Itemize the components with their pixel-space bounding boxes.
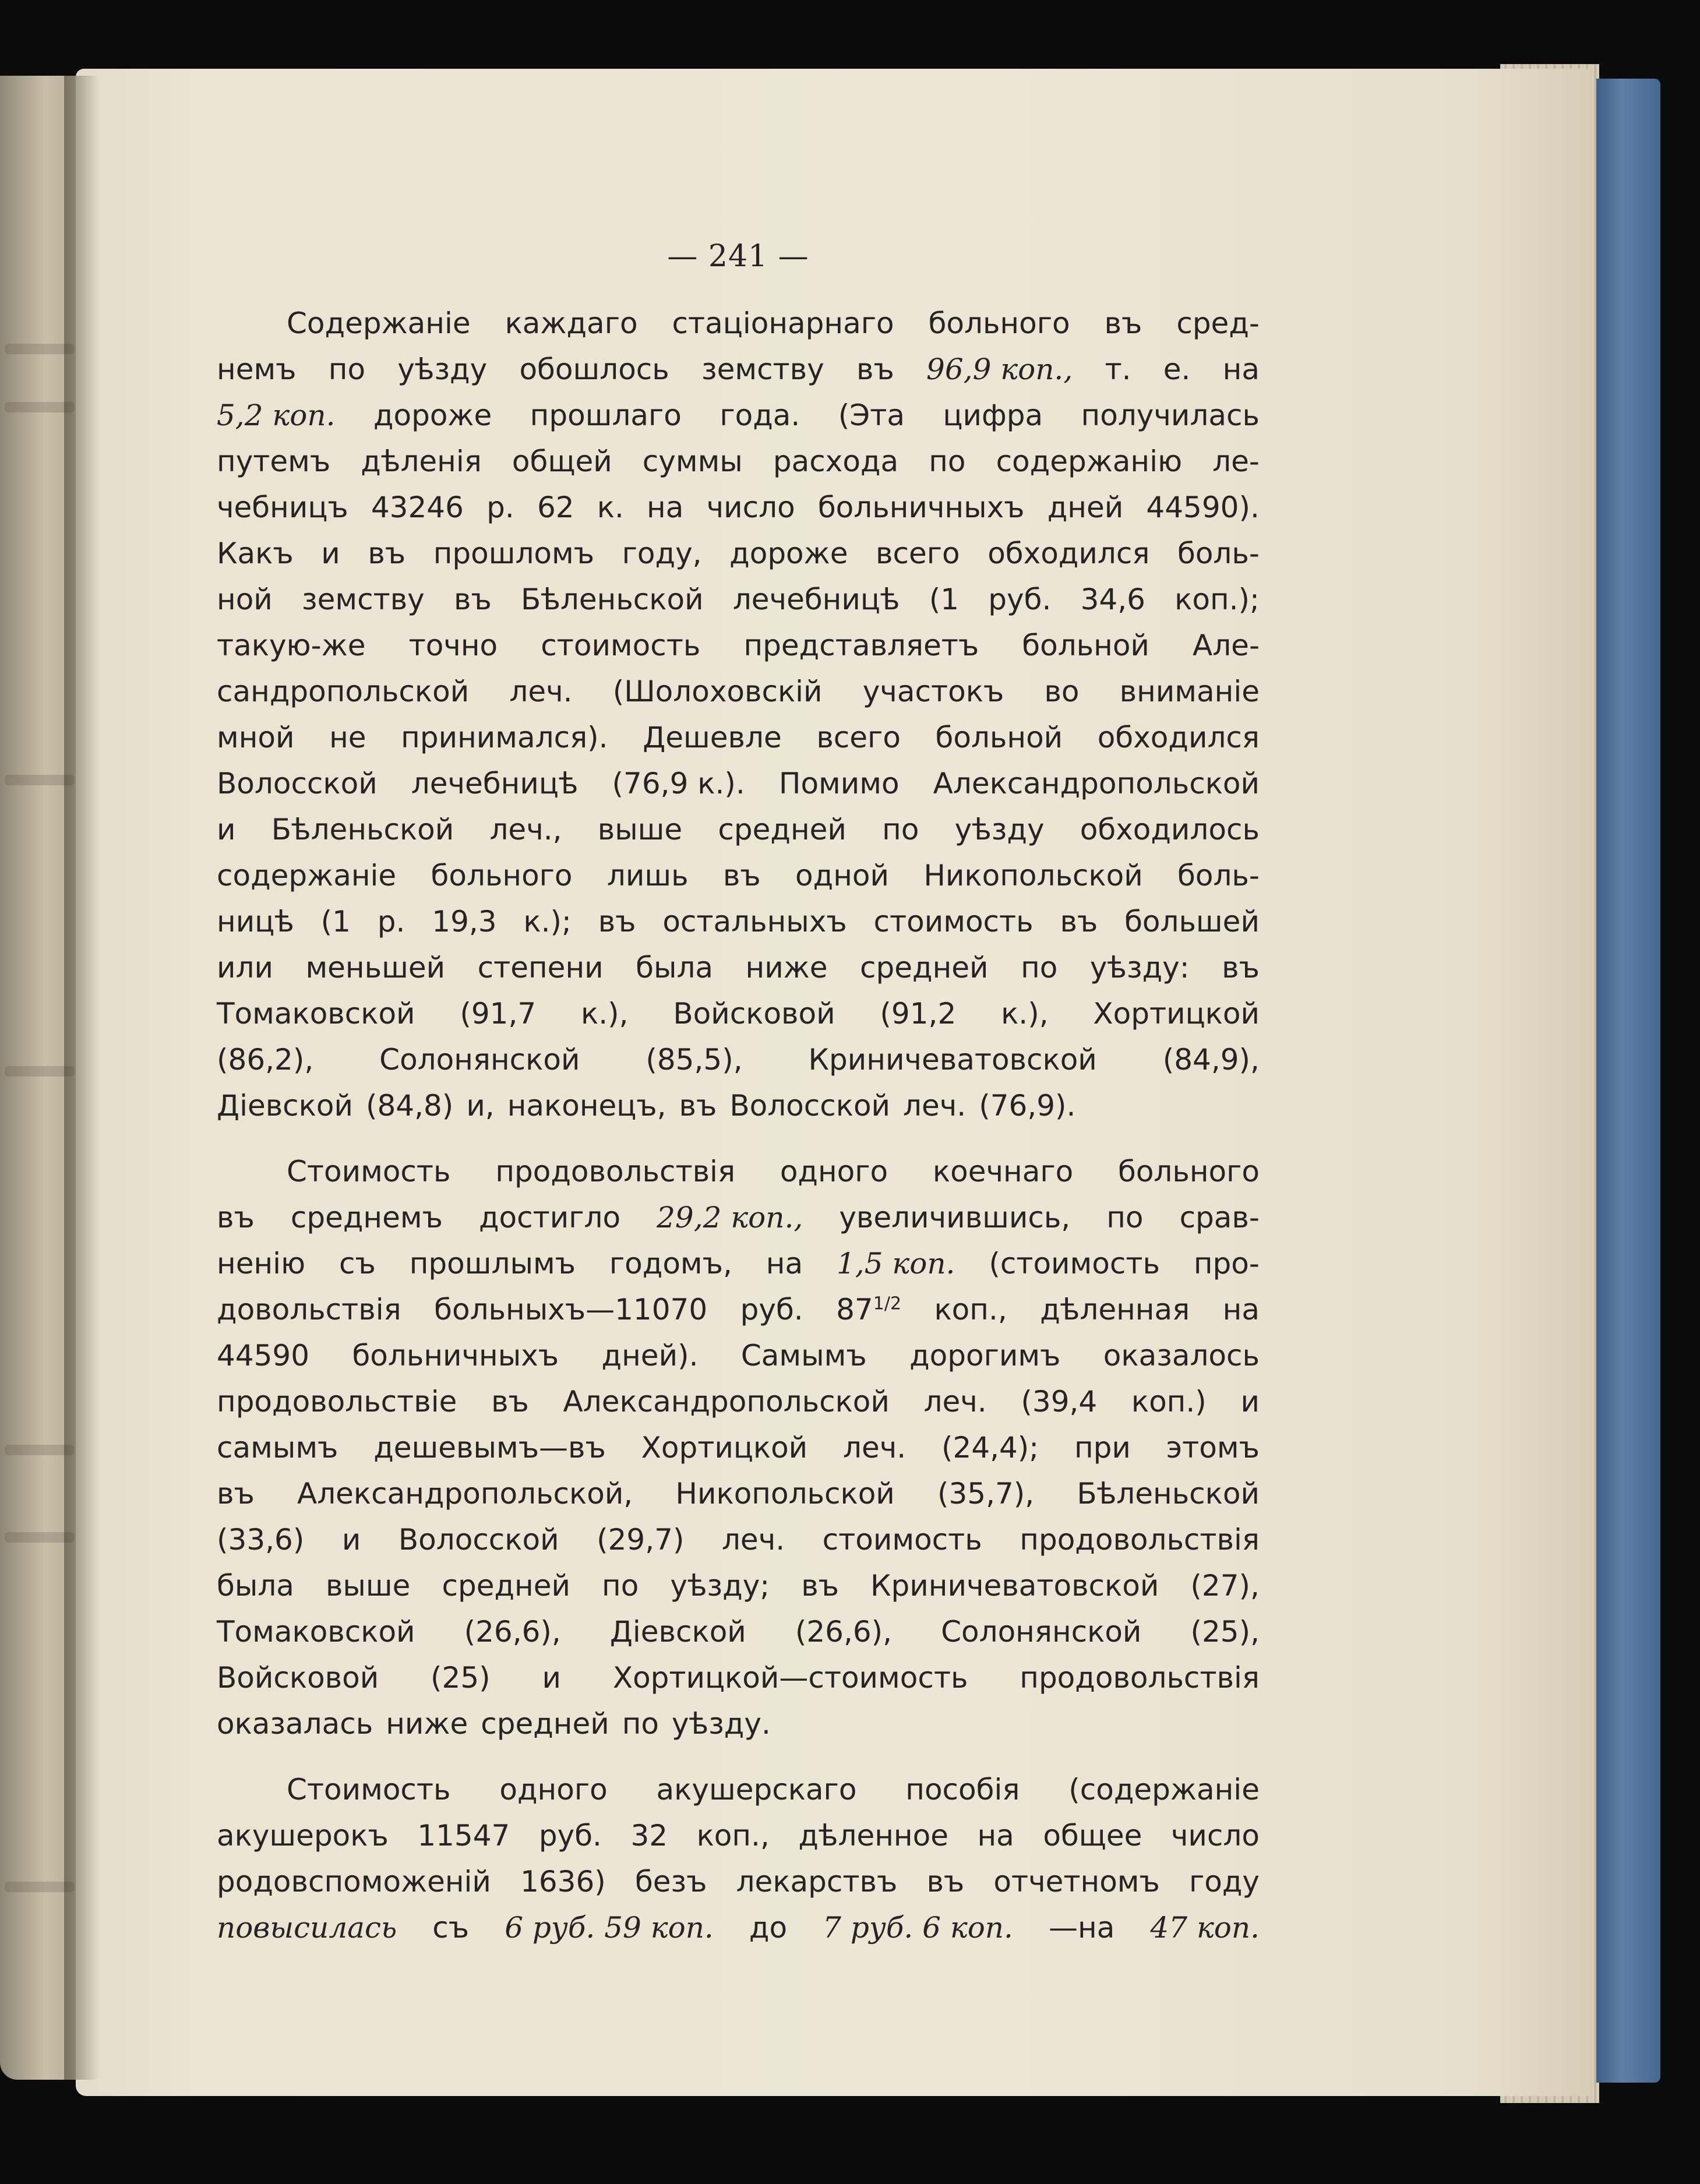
word: земству bbox=[701, 352, 824, 386]
word: точно bbox=[408, 629, 498, 662]
word: уѣзду bbox=[397, 352, 488, 386]
word: Никопольской bbox=[923, 859, 1143, 892]
word: отчетномъ bbox=[993, 1865, 1160, 1899]
word: такую-же bbox=[217, 629, 366, 662]
word: больной bbox=[1022, 629, 1149, 662]
word: Самымъ bbox=[740, 1339, 867, 1373]
word: Бѣленьской bbox=[271, 813, 454, 846]
word: и bbox=[1240, 1385, 1260, 1419]
word: 1,5 коп. bbox=[836, 1247, 955, 1280]
text-line bbox=[217, 1425, 1260, 1471]
word: 6 руб. 59 коп. bbox=[505, 1911, 714, 1945]
word: и bbox=[341, 1523, 361, 1557]
word: боль- bbox=[1177, 537, 1260, 570]
word: число bbox=[706, 491, 795, 524]
word: (Шолоховскій bbox=[612, 675, 823, 708]
word: ной bbox=[217, 583, 273, 616]
word: больной bbox=[935, 721, 1063, 754]
word: Помимо bbox=[778, 767, 900, 800]
word: Хортицкой—стоимость bbox=[612, 1661, 968, 1695]
word: 44590 bbox=[217, 1339, 310, 1373]
word: к.); bbox=[523, 905, 572, 938]
word: 5,2 коп. bbox=[217, 398, 336, 432]
word: Волосской bbox=[729, 1089, 891, 1123]
word: (1 bbox=[320, 905, 351, 938]
text-line bbox=[217, 761, 1260, 807]
word: акушерскаго bbox=[656, 1773, 857, 1807]
word: на bbox=[977, 1819, 1014, 1853]
word: въ bbox=[454, 583, 492, 616]
word: обходился bbox=[1097, 721, 1260, 754]
word: въ bbox=[679, 1089, 717, 1123]
word: к.), bbox=[1001, 997, 1049, 1031]
text-line bbox=[217, 1563, 1260, 1609]
word: Александропольской, bbox=[297, 1477, 633, 1511]
word: 11547 bbox=[417, 1819, 510, 1853]
word: въ bbox=[217, 1477, 255, 1511]
word: дѣленное bbox=[798, 1819, 948, 1853]
word: на bbox=[1222, 1293, 1260, 1326]
word: въ bbox=[801, 1569, 839, 1603]
word: оказалось bbox=[1103, 1339, 1260, 1373]
text-line bbox=[217, 1905, 1260, 1951]
text-line bbox=[217, 531, 1260, 577]
word: выше bbox=[597, 813, 683, 846]
word: уѣзду: bbox=[1089, 951, 1190, 985]
text-line bbox=[217, 807, 1260, 853]
word: Дешевле bbox=[643, 721, 782, 754]
word: выше bbox=[325, 1569, 411, 1603]
word: леч. bbox=[903, 1089, 967, 1123]
word: родовспоможеній bbox=[217, 1865, 491, 1899]
word: въ bbox=[368, 537, 406, 570]
word: (25), bbox=[1190, 1615, 1260, 1649]
word: и bbox=[217, 813, 236, 846]
word: цифра bbox=[943, 398, 1043, 432]
word: средней bbox=[442, 1569, 570, 1603]
text-line bbox=[217, 1287, 1260, 1333]
word: т. bbox=[1105, 352, 1131, 386]
word: 43246 bbox=[371, 491, 464, 524]
text-line bbox=[217, 1609, 1260, 1655]
word: (26,6), bbox=[464, 1615, 561, 1649]
text-line bbox=[217, 715, 1260, 761]
word: по bbox=[1106, 1201, 1144, 1234]
word: въ bbox=[1222, 951, 1260, 985]
word: (содержаніе bbox=[1068, 1773, 1260, 1807]
word: (27), bbox=[1190, 1569, 1260, 1603]
word: (84,9), bbox=[1162, 1043, 1260, 1077]
word: (91,2 bbox=[880, 997, 957, 1031]
word: (29,7) bbox=[597, 1523, 685, 1557]
word: Бѣленьской bbox=[521, 583, 704, 616]
text-line bbox=[217, 347, 1260, 393]
paragraph bbox=[217, 301, 1260, 1129]
text-line bbox=[217, 1767, 1260, 1813]
word: (86,2), bbox=[217, 1043, 314, 1077]
word: 1636) bbox=[520, 1865, 606, 1899]
word: Хортицкой bbox=[641, 1431, 808, 1465]
word: Томаковской bbox=[217, 1615, 415, 1649]
word: р. bbox=[486, 491, 514, 524]
text-line bbox=[217, 899, 1260, 945]
word: по bbox=[602, 1569, 639, 1603]
word: этомъ bbox=[1166, 1431, 1260, 1465]
word: 7 руб. 6 коп. bbox=[823, 1911, 1013, 1945]
word: въ bbox=[722, 859, 761, 892]
word: общее bbox=[1043, 1819, 1142, 1853]
word: 44590). bbox=[1146, 491, 1260, 524]
word: обошлось bbox=[519, 352, 669, 386]
word: срав- bbox=[1179, 1201, 1260, 1234]
word: обходилось bbox=[1080, 813, 1260, 846]
word: 32 bbox=[630, 1819, 668, 1853]
word: ниже bbox=[386, 1707, 468, 1741]
word: дороже bbox=[373, 398, 492, 432]
word: продовольствіе bbox=[217, 1385, 457, 1419]
word: средней bbox=[718, 813, 847, 846]
word: земству bbox=[302, 583, 425, 616]
text-line bbox=[217, 1701, 1260, 1747]
word: общей bbox=[512, 444, 612, 478]
word: продовольствія bbox=[1020, 1661, 1260, 1695]
word: года. bbox=[719, 398, 800, 432]
paragraph bbox=[217, 1149, 1260, 1747]
word: (25) bbox=[431, 1661, 491, 1695]
paragraphs bbox=[217, 301, 1260, 1951]
word: (35,7), bbox=[937, 1477, 1035, 1511]
word: продовольствія bbox=[1020, 1523, 1260, 1557]
word: Але- bbox=[1193, 629, 1260, 662]
word: мной bbox=[217, 721, 295, 754]
word: въ bbox=[217, 1201, 255, 1234]
word: леч. bbox=[923, 1385, 987, 1419]
word: пособія bbox=[905, 1773, 1020, 1807]
book-cover bbox=[1596, 79, 1660, 2083]
word: стоимость bbox=[873, 905, 1034, 938]
word: леч. bbox=[721, 1523, 785, 1557]
word: дѣленія bbox=[361, 444, 482, 478]
word: стоимость bbox=[822, 1523, 982, 1557]
text-line bbox=[217, 577, 1260, 623]
page-text bbox=[217, 233, 1260, 1971]
word: больного bbox=[431, 859, 573, 892]
word: по bbox=[882, 813, 919, 846]
word: была bbox=[217, 1569, 294, 1603]
text-line bbox=[217, 1333, 1260, 1379]
word: больничныхъ bbox=[352, 1339, 559, 1373]
word: не bbox=[329, 721, 366, 754]
word: акушерокъ bbox=[217, 1819, 389, 1853]
word: одного bbox=[780, 1155, 888, 1188]
text-line bbox=[217, 485, 1260, 531]
word: продовольствія bbox=[495, 1155, 736, 1188]
word: (26,6), bbox=[795, 1615, 893, 1649]
text-line bbox=[217, 439, 1260, 485]
paragraph bbox=[217, 1767, 1260, 1951]
word: Какъ bbox=[217, 537, 294, 570]
word: по bbox=[622, 1707, 659, 1741]
word: во bbox=[1044, 675, 1080, 708]
word: р. bbox=[377, 905, 405, 938]
word: уѣзду. bbox=[672, 1707, 771, 1741]
word: повысилась bbox=[217, 1911, 397, 1945]
word: (91,7 bbox=[460, 997, 537, 1031]
word: Александропольской bbox=[933, 767, 1260, 800]
word: Солонянской bbox=[379, 1043, 580, 1077]
word: больныхъ—11070 bbox=[434, 1293, 708, 1326]
word: леч. bbox=[509, 675, 573, 708]
text-line bbox=[217, 1813, 1260, 1859]
word: съ bbox=[339, 1247, 376, 1280]
word: или bbox=[217, 951, 273, 985]
word: коп., bbox=[696, 1819, 770, 1853]
word: Солонянской bbox=[941, 1615, 1142, 1649]
word: до bbox=[749, 1911, 788, 1945]
text-line bbox=[217, 1241, 1260, 1287]
word: и bbox=[321, 537, 340, 570]
word: стоимость bbox=[541, 629, 701, 662]
word: и, bbox=[466, 1089, 495, 1123]
word: дѣленная bbox=[1040, 1293, 1190, 1326]
word: Стоимость bbox=[287, 1155, 451, 1188]
word: среднемъ bbox=[290, 1201, 443, 1234]
word: всего bbox=[816, 721, 901, 754]
word: въ bbox=[491, 1385, 529, 1419]
word: въ bbox=[926, 1865, 965, 1899]
word: е. bbox=[1163, 352, 1191, 386]
word: больного bbox=[1117, 1155, 1260, 1188]
word: Бѣленьской bbox=[1077, 1477, 1260, 1511]
word: лишь bbox=[606, 859, 689, 892]
text-line bbox=[217, 1195, 1260, 1241]
word: —на bbox=[1049, 1911, 1115, 1945]
word: уѣзду; bbox=[670, 1569, 770, 1603]
word: ниже bbox=[745, 951, 828, 985]
word: дней bbox=[1047, 491, 1124, 524]
word: при bbox=[1074, 1431, 1131, 1465]
word: прошломъ bbox=[433, 537, 595, 570]
word: к.), bbox=[581, 997, 629, 1031]
word: (39,4 bbox=[1021, 1385, 1098, 1419]
word: году bbox=[1188, 1865, 1260, 1899]
word: въ bbox=[598, 905, 636, 938]
word: безъ bbox=[634, 1865, 707, 1899]
word: Хортицкой bbox=[1093, 997, 1260, 1031]
word: (стоимость bbox=[989, 1247, 1160, 1280]
word: средней bbox=[860, 951, 989, 985]
text-line bbox=[217, 1083, 1260, 1129]
word: боль- bbox=[1177, 859, 1260, 892]
word: путемъ bbox=[217, 444, 331, 478]
word: прошлымъ bbox=[409, 1247, 576, 1280]
word: по bbox=[328, 352, 366, 386]
fraction-half: 1/2 bbox=[873, 1293, 902, 1314]
text-line bbox=[217, 1859, 1260, 1905]
word: въ bbox=[1060, 905, 1098, 938]
word: Томаковской bbox=[217, 997, 415, 1031]
text-line bbox=[217, 623, 1260, 669]
word: Александропольской bbox=[563, 1385, 890, 1419]
word: сандропольской bbox=[217, 675, 470, 708]
word: степени bbox=[477, 951, 604, 985]
word: число bbox=[1170, 1819, 1260, 1853]
word: (Эта bbox=[838, 398, 905, 432]
word: Содержаніе bbox=[287, 306, 471, 340]
page-number: — 241 — bbox=[667, 239, 809, 274]
word: дней). bbox=[601, 1339, 699, 1373]
word: средней bbox=[481, 1707, 609, 1741]
word: всего bbox=[876, 537, 960, 570]
word: леч., bbox=[489, 813, 562, 846]
word: лекарствъ bbox=[736, 1865, 898, 1899]
word: чебницъ bbox=[217, 491, 348, 524]
text-line bbox=[217, 1037, 1260, 1083]
word: Діевской bbox=[609, 1615, 746, 1649]
text-line bbox=[217, 945, 1260, 991]
text-line bbox=[217, 669, 1260, 715]
word: стаціонарнаго bbox=[672, 306, 894, 340]
text-line bbox=[217, 1379, 1260, 1425]
word: годомъ, bbox=[609, 1247, 732, 1280]
word: Криничеватовской bbox=[870, 1569, 1159, 1603]
word: представляетъ bbox=[743, 629, 979, 662]
word: (76,9). bbox=[979, 1089, 1076, 1123]
word: на bbox=[647, 491, 684, 524]
word: Криничеватовской bbox=[808, 1043, 1097, 1077]
word: 34,6 bbox=[1080, 583, 1145, 616]
word: по bbox=[929, 444, 966, 478]
word: немъ bbox=[217, 352, 297, 386]
word: самымъ bbox=[217, 1431, 338, 1465]
text-line bbox=[217, 1149, 1260, 1195]
word: Діевской bbox=[217, 1089, 353, 1123]
word: содержаніе bbox=[217, 859, 397, 892]
word: расхода bbox=[773, 444, 899, 478]
word: уѣзду bbox=[954, 813, 1045, 846]
word: 19,3 bbox=[432, 905, 497, 938]
word: ницѣ bbox=[217, 905, 294, 938]
word: сред- bbox=[1176, 306, 1260, 340]
text-line bbox=[217, 301, 1260, 347]
word: больного bbox=[928, 306, 1070, 340]
word: была bbox=[636, 951, 714, 985]
word: лечебницѣ bbox=[732, 583, 900, 616]
word: въ bbox=[1104, 306, 1142, 340]
word: руб. bbox=[538, 1819, 602, 1853]
text-line bbox=[217, 1655, 1260, 1701]
word: оказалась bbox=[217, 1707, 373, 1741]
word: Войсковой bbox=[217, 1661, 379, 1695]
word: Стоимость bbox=[287, 1773, 451, 1807]
word: коп., bbox=[934, 1293, 1007, 1326]
word: дороже bbox=[729, 537, 848, 570]
word: содержанію bbox=[996, 444, 1183, 478]
word: наконецъ, bbox=[507, 1089, 666, 1123]
text-line bbox=[217, 1471, 1260, 1517]
word: на bbox=[1222, 352, 1260, 386]
word: въ bbox=[856, 352, 894, 386]
word: лечебницѣ bbox=[411, 767, 579, 800]
word: (76,9 к.). bbox=[612, 767, 745, 800]
page-gutter bbox=[64, 76, 99, 2080]
word: коп.) bbox=[1131, 1385, 1207, 1419]
text-line bbox=[217, 1517, 1260, 1563]
word: каждаго bbox=[505, 306, 638, 340]
word: 47 коп. bbox=[1150, 1911, 1260, 1945]
text-line bbox=[217, 853, 1260, 899]
word: Войсковой bbox=[673, 997, 835, 1031]
word: увеличившись, bbox=[839, 1201, 1071, 1234]
word: 96,9 коп., bbox=[926, 352, 1073, 386]
word: съ bbox=[432, 1911, 470, 1945]
word: ле- bbox=[1212, 444, 1260, 478]
word: остальныхъ bbox=[662, 905, 847, 938]
word: про- bbox=[1193, 1247, 1260, 1280]
word: достигло bbox=[478, 1201, 621, 1234]
word: одной bbox=[795, 859, 889, 892]
word: прошлаго bbox=[530, 398, 682, 432]
word: Волосской bbox=[398, 1523, 559, 1557]
word: (84,8) bbox=[365, 1089, 454, 1123]
word: ненію bbox=[217, 1247, 306, 1280]
word: меньшей bbox=[305, 951, 446, 985]
word: Волосской bbox=[217, 767, 378, 800]
word: дешевымъ—въ bbox=[373, 1431, 606, 1465]
word: участокъ bbox=[862, 675, 1004, 708]
word: к. bbox=[597, 491, 624, 524]
word: получилась bbox=[1081, 398, 1260, 432]
word: (1 bbox=[929, 583, 960, 616]
word: и bbox=[542, 1661, 561, 1695]
word: $87^{1/2}$ bbox=[836, 1293, 902, 1326]
word: 29,2 коп., bbox=[657, 1201, 803, 1234]
word: довольствія bbox=[217, 1293, 401, 1326]
word: вниманіе bbox=[1119, 675, 1260, 708]
text-line bbox=[217, 991, 1260, 1037]
word: коп.); bbox=[1175, 583, 1260, 616]
word: руб. bbox=[740, 1293, 803, 1326]
word: (33,6) bbox=[217, 1523, 305, 1557]
word: по bbox=[1021, 951, 1058, 985]
word: 62 bbox=[537, 491, 574, 524]
word: (85,5), bbox=[646, 1043, 743, 1077]
word: Никопольской bbox=[675, 1477, 895, 1511]
word: руб. bbox=[988, 583, 1052, 616]
word: больничныхъ bbox=[817, 491, 1025, 524]
word: одного bbox=[499, 1773, 608, 1807]
word: обходился bbox=[987, 537, 1150, 570]
word: году, bbox=[622, 537, 702, 570]
word: большей bbox=[1124, 905, 1260, 938]
text-line bbox=[217, 393, 1260, 439]
word: принимался). bbox=[401, 721, 608, 754]
word: леч. bbox=[842, 1431, 907, 1465]
word: на bbox=[766, 1247, 803, 1280]
word: дорогимъ bbox=[909, 1339, 1061, 1373]
word: суммы bbox=[642, 444, 743, 478]
word: (24,4); bbox=[941, 1431, 1039, 1465]
word: коечнаго bbox=[932, 1155, 1074, 1188]
